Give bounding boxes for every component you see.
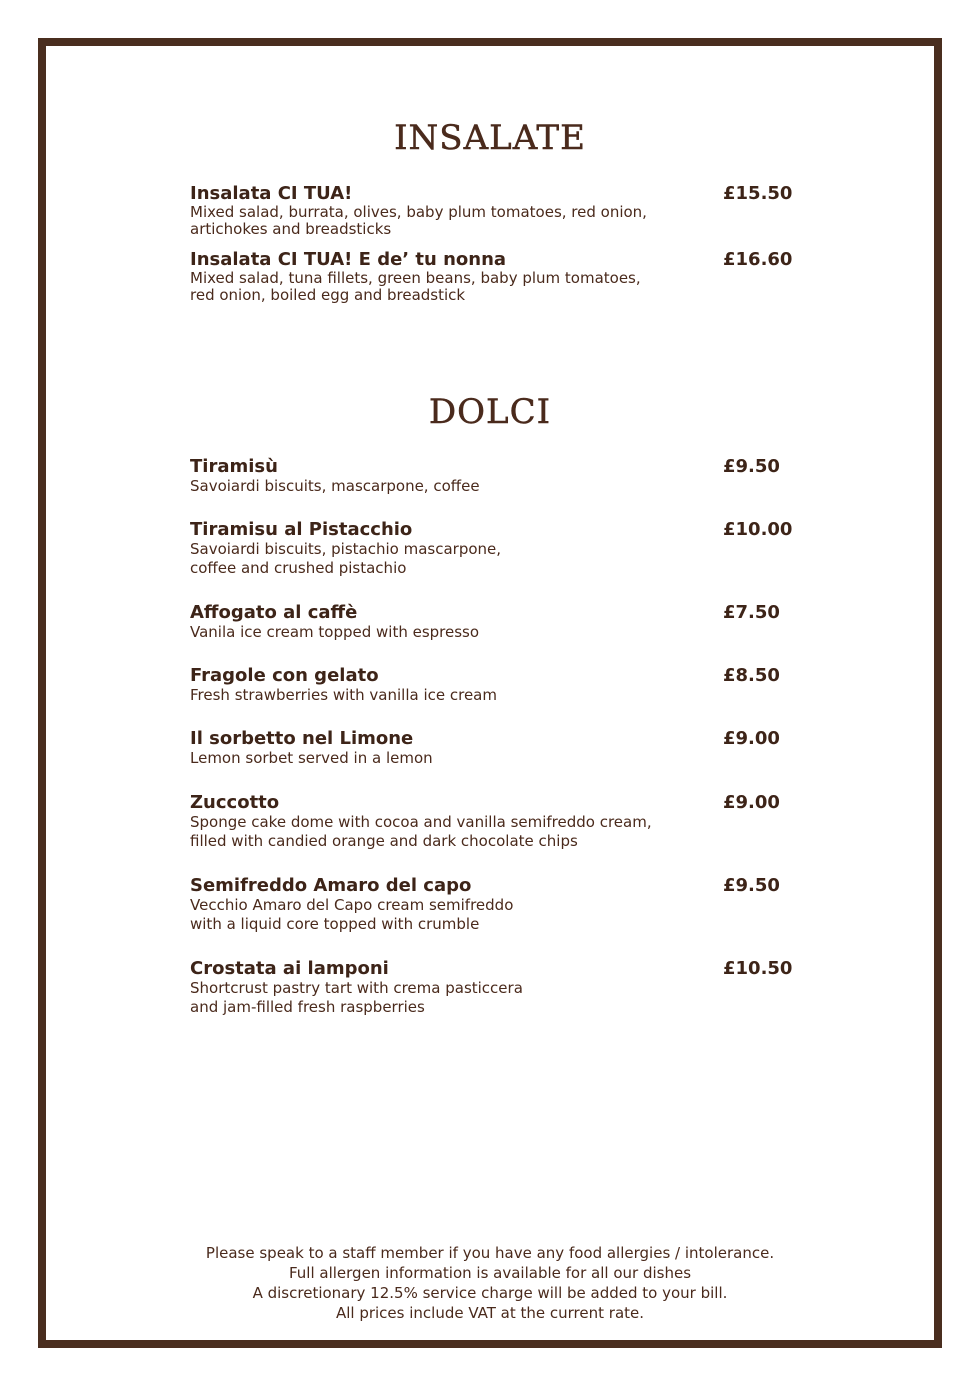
item-name: Semifreddo Amaro del capo <box>190 875 472 896</box>
footer-line: A discretionary 12.5% service charge will be added to your bill. <box>252 1284 728 1302</box>
menu-item <box>190 520 800 578</box>
item-description: Lemon sorbet served in a lemon <box>190 749 433 767</box>
item-price: £9.00 <box>723 792 780 813</box>
item-description: Shortcrust pastry tart with crema pasticcera and jam-filled fresh raspberries <box>190 979 523 1016</box>
item-name: Insalata CI TUA! <box>190 183 353 204</box>
item-name: Insalata CI TUA! E de’ tu nonna <box>190 249 507 270</box>
item-name: Zuccotto <box>190 792 280 813</box>
item-name: Affogato al caffè <box>190 602 358 623</box>
menu-item <box>190 729 800 768</box>
item-name: Fragole con gelato <box>190 665 379 686</box>
footer-line: All prices include VAT at the current rate. <box>335 1304 645 1322</box>
item-name: Tiramisù <box>190 456 278 477</box>
item-price: £15.50 <box>723 183 793 204</box>
item-price: £8.50 <box>723 665 780 686</box>
item-description: Mixed salad, tuna fillets, green beans, baby plum tomatoes, red onion, boiled egg and breadstick <box>190 269 641 304</box>
section-title-dolci: DOLCI <box>428 392 552 432</box>
menu-item <box>190 959 800 1017</box>
item-price: £9.00 <box>723 728 780 749</box>
menu-item <box>190 876 800 934</box>
item-description: Mixed salad, burrata, olives, baby plum tomatoes, red onion, artichokes and breadsticks <box>190 203 647 238</box>
item-price: £16.60 <box>723 249 793 270</box>
item-description: Fresh strawberries with vanilla ice cream <box>190 686 497 704</box>
menu-item <box>190 666 800 705</box>
item-price: £10.00 <box>723 519 793 540</box>
item-description: Savoiardi biscuits, pistachio mascarpone, coffee and crushed pistachio <box>190 540 502 577</box>
item-price: £9.50 <box>723 456 780 477</box>
item-name: Tiramisu al Pistacchio <box>190 519 413 540</box>
item-price: £10.50 <box>723 958 793 979</box>
item-price: £9.50 <box>723 875 780 896</box>
item-description: Vanila ice cream topped with espresso <box>190 623 480 641</box>
menu-item <box>190 184 800 238</box>
menu-item <box>190 250 800 304</box>
menu-item <box>190 603 800 642</box>
item-description: Savoiardi biscuits, mascarpone, coffee <box>190 477 480 495</box>
item-name: Crostata ai lamponi <box>190 958 389 979</box>
item-description: Sponge cake dome with cocoa and vanilla semifreddo cream, filled with candied orange and dark chocolate chips <box>190 813 652 850</box>
menu-item <box>190 457 800 496</box>
item-description: Vecchio Amaro del Capo cream semifreddo with a liquid core topped with crumble <box>190 896 514 933</box>
menu-item <box>190 793 800 851</box>
footer-line: Full allergen information is available for all our dishes <box>288 1264 692 1282</box>
section-title-insalate: INSALATE <box>394 118 586 158</box>
item-name: Il sorbetto nel Limone <box>190 728 414 749</box>
allergen-footer <box>0 1243 980 1323</box>
item-price: £7.50 <box>723 602 780 623</box>
footer-line: Please speak to a staff member if you have any food allergies / intolerance. <box>205 1244 775 1262</box>
